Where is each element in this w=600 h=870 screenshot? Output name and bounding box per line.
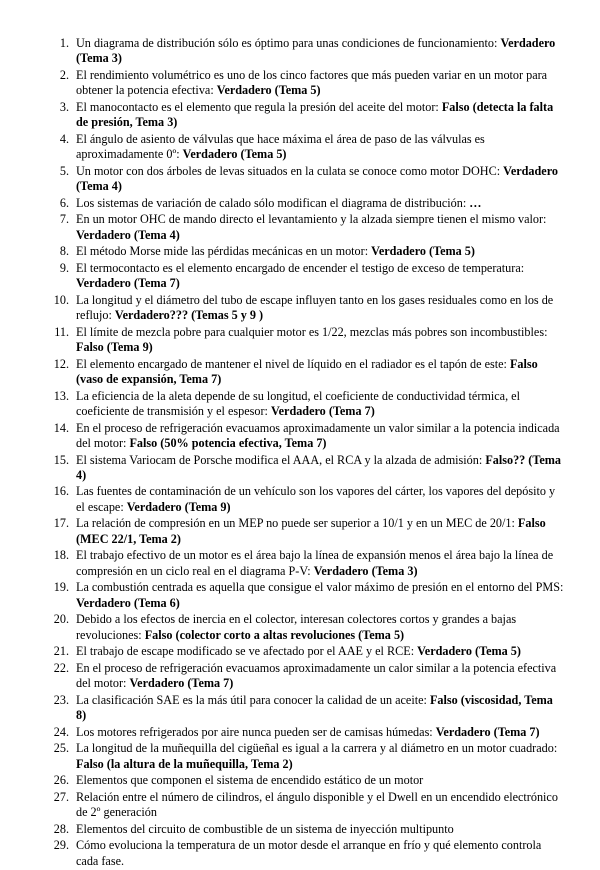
question-item [49,421,564,452]
question-item [49,68,564,99]
question-item [49,196,564,211]
question-number: 15. [53,452,69,467]
question-item [49,36,564,67]
question-text: En un motor OHC de mando directo el levantamiento y la alzada siempre tienen el mismo valor: [76,212,547,227]
question-item [49,293,564,324]
question-item [49,484,564,515]
question-number: 17. [53,516,69,531]
question-number: 10. [53,292,69,307]
question-answer: Falso (MEC 22/1, Tema 2) [76,516,546,546]
question-text: La clasificación SAE es la más útil para conocer la calidad de un aceite: [76,692,430,707]
question-number: 12. [53,356,69,371]
question-text: Las fuentes de contaminación de un vehículo son los vapores del cárter, los vapores del depósito y el escape: [76,484,556,514]
question-text: Elementos que componen el sistema de encendido estático de un motor [76,773,424,788]
question-number: 6. [59,195,69,210]
question-answer: Verdadero (Tema 3) [76,36,556,66]
question-number: 28. [53,821,69,836]
question-text: En el proceso de refrigeración evacuamos aproximadamente un valor similar a la potencia indicada del motor: [76,420,560,450]
question-text: Elementos del circuito de combustible de un sistema de inyección multipunto [76,821,454,836]
question-answer: Verdadero (Tema 6) [76,595,180,610]
question-number: 24. [53,724,69,739]
question-number: 8. [59,244,69,259]
question-item [49,693,564,724]
question-item [49,164,564,195]
question-text: Los sistemas de variación de calado sólo modifican el diagrama de distribución: [76,195,470,210]
question-answer: Verdadero (Tema 5) [371,244,475,259]
question-item [49,261,564,292]
question-answer: Falso (la altura de la muñequilla, Tema 2) [76,756,293,771]
question-text: El manocontacto es el elemento que regula la presión del aceite del motor: [76,99,442,114]
question-answer: Verdadero (Tema 4) [76,163,558,194]
question-item [49,790,564,821]
question-answer: Falso (viscosidad, Tema 8) [76,692,553,723]
question-number: 4. [59,131,69,146]
question-text: Un diagrama de distribución sólo es óptimo para unas condiciones de funcionamiento: [76,36,501,50]
question-item [49,132,564,163]
question-item [49,212,564,243]
question-answer: Verdadero (Tema 7) [76,276,180,291]
question-number: 11. [54,324,69,339]
question-number: 27. [53,789,69,804]
question-number: 13. [53,388,69,403]
question-text: Cómo evoluciona la temperatura de un motor desde el arranque en frío y qué elemento controla cada fase. [76,838,542,868]
question-answer: Falso (50% potencia efectiva, Tema 7) [129,435,327,450]
question-answer: … [469,195,482,210]
question-answer: Verdadero (Tema 5) [417,644,521,659]
question-item [49,325,564,356]
question-text: La longitud y el diámetro del tubo de escape influyen tanto en los gases residuales como en los de reflujo: [76,292,554,323]
question-number: 22. [53,660,69,675]
question-text: El trabajo de escape modificado se ve afectado por el AAE y el RCE: [76,644,418,659]
question-answer: Verdadero (Tema 9) [126,499,231,514]
question-item [49,644,564,659]
question-number: 2. [59,67,69,82]
question-item [49,661,564,692]
question-answer: Verdadero (Tema 7) [435,724,540,739]
question-text: Los motores refrigerados por aire nunca pueden ser de camisas húmedas: [76,724,436,739]
question-text: Un motor con dos árboles de levas situados en la culata se conoce como motor DOHC: [76,163,504,178]
question-number: 19. [53,580,69,595]
question-number: 23. [53,692,69,707]
question-number: 9. [59,260,69,275]
question-answer: Verdadero (Tema 4) [76,227,180,242]
question-answer: Falso (colector corto a altas revoluciones (Tema 5) [144,627,405,642]
question-item [49,580,564,611]
question-item [49,725,564,740]
question-number: 5. [59,163,69,178]
question-list [49,36,564,870]
question-answer: Verdadero??? (Temas 5 y 9 ) [114,308,264,323]
question-text: El sistema Variocam de Porsche modifica el AAA, el RCA y la alzada de admisión: [76,452,486,467]
question-item [49,838,564,869]
question-text: El límite de mezcla pobre para cualquier motor es 1/22, mezclas más pobres son incombustibles: [76,324,548,339]
question-answer: Verdadero (Tema 7) [129,676,234,691]
question-number: 16. [53,484,69,499]
question-text: El ángulo de asiento de válvulas que hace máxima el área de paso de las válvulas es aproximadamente 0º: [76,131,485,162]
question-item [49,612,564,643]
question-number: 14. [53,420,69,435]
question-item [49,516,564,547]
question-number: 1. [59,36,69,50]
question-item [49,453,564,484]
question-answer: Verdadero (Tema 7) [270,403,375,418]
question-number: 7. [59,212,69,227]
question-answer: Verdadero (Tema 5) [182,147,287,162]
question-number: 3. [59,99,69,114]
question-item [49,822,564,837]
question-answer: Falso (vaso de expansión, Tema 7) [76,356,538,387]
question-number: 25. [53,741,69,756]
question-answer: Verdadero (Tema 5) [216,83,321,98]
question-text: Relación entre el número de cilindros, el ángulo disponible y el Dwell en un encendido electrónico de 2º generación [76,789,558,820]
question-text: El elemento encargado de mantener el nivel de líquido en el radiador es el tapón de este: [76,356,510,371]
question-text: La relación de compresión en un MEP no puede ser superior a 10/1 y en un MEC de 20/1: [76,516,518,531]
question-answer: Falso (Tema 9) [76,340,153,355]
question-answer: Verdadero (Tema 3) [313,563,418,578]
question-answer: Falso?? (Tema 4) [76,452,562,482]
question-item [49,741,564,772]
question-number: 21. [53,644,69,659]
question-number: 18. [53,548,69,563]
question-text: La longitud de la muñequilla del cigüeñal es igual a la carrera y al diámetro en un motor cuadrado: [76,741,558,756]
question-text: Debido a los efectos de inercia en el colector, interesan colectores cortos y grandes a bajas revoluciones: [76,612,517,642]
question-text: En el proceso de refrigeración evacuamos aproximadamente un calor similar a la potencia efectiva del motor: [76,660,557,691]
question-answer: Falso (detecta la falta de presión, Tema 3) [76,99,554,130]
question-number: 29. [53,838,69,853]
question-text: El método Morse mide las pérdidas mecánicas en un motor: [76,244,372,259]
question-item [49,100,564,131]
question-number: 26. [53,773,69,788]
question-item [49,548,564,579]
question-item [49,357,564,388]
question-text: El termocontacto es el elemento encargado de encender el testigo de exceso de temperatura: [76,260,525,275]
question-item [49,389,564,420]
question-number: 20. [53,612,69,627]
question-text: La combustión centrada es aquella que consigue el valor máximo de presión en el entorno del PMS: [76,580,564,595]
question-text: La eficiencia de la aleta depende de su longitud, el coeficiente de conductividad térmica, el coeficiente de transmisión y el espesor: [76,388,520,418]
question-item [49,244,564,259]
question-text: El rendimiento volumétrico es uno de los cinco factores que más pueden variar en un motor para obtener la potencia efectiva: [76,67,548,98]
question-text: El trabajo efectivo de un motor es el área bajo la línea de expansión menos el área bajo la línea de compresión en un ciclo real en el diagrama P-V: [76,548,554,578]
question-item [49,773,564,788]
